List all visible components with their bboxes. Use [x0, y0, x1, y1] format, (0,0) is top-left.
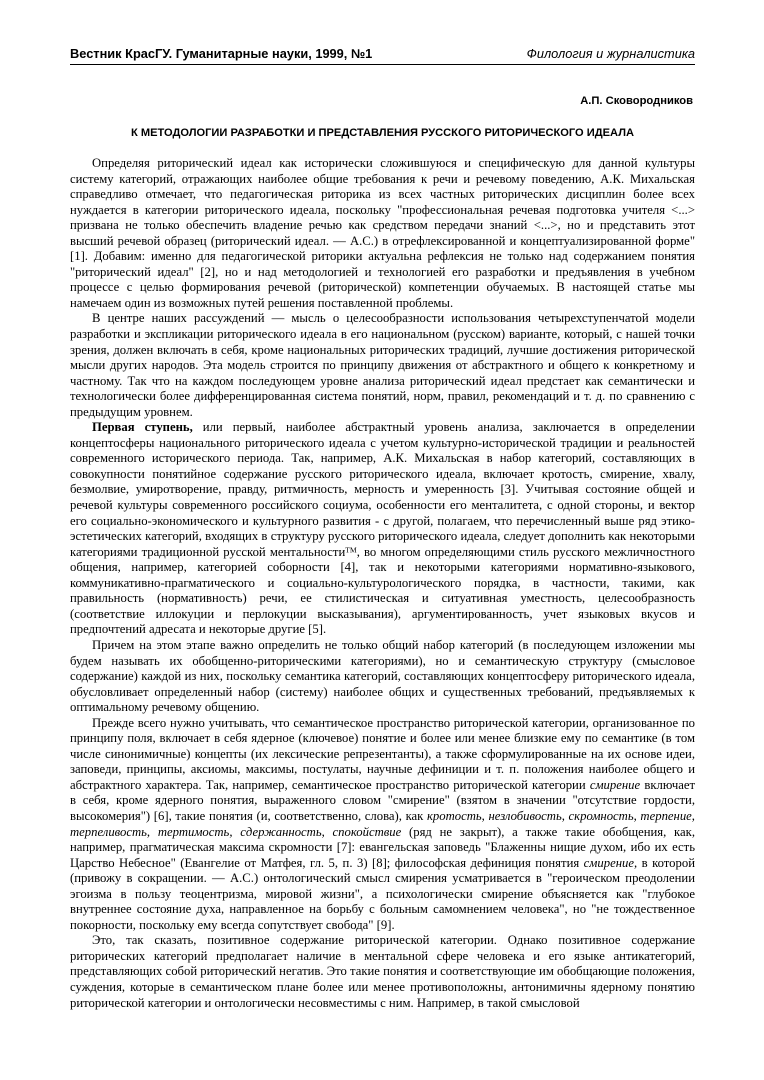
- header-rule: [70, 64, 695, 65]
- author-name: А.П. Сковородников: [580, 95, 693, 107]
- paragraph: Это, так сказать, позитивное содержание риторической категории. Однако позитивное содержание риторических категорий предполагает наличие в ментальной сфере человека и его языке антикатегорий, представляющих собой риторический негатив. Это такие понятия и соответствующие им обобщающие положения, суждения, которые в семантическом плане более или менее противоположны, антонимичны ядерному понятию риторической категории и онтологически несовместимы с ним. Например, в такой смысловой: [70, 933, 696, 1010]
- paragraph: Прежде всего нужно учитывать, что семантическое пространство риторической категории, организованное по принципу поля, включает в себя ядерное (ключевое) понятие и более или менее близкие ему по семантике (в том числе синонимичные) концепты (их лексические репрезентанты), а также сформулированные на их основе идеи, заповеди, принципы, аксиомы, максимы, постулаты, научные дефиниции и т. п. положения наиболее общего и абстрактного характера. Так, например, семантическое пространство риторической категории смирение включает в себя, кроме ядерного понятия, выраженного словом "смирение" (взятом в значении "отсутствие гордости, высокомерия") [6], такие понятия (и, соответственно, слова), как кротость, незлобивость, скромность, терпение, терпеливость, тертимость, сдержанность, спокойствие (ряд не закрыт), а также такие обобщения, как, например, прагматическая максима скромности [7]: евангельская заповедь "Блаженны нищие духом, ибо их есть Царство Небесное" (Евангелие от Матфея, гл. 5, п. 3) [8]; философская дефиниция понятия смирение, в которой (привожу в сокращении. — А.С.) онтологический смысл смирения усматривается в "героическом преодолении эгоизма в пользу теоцентризма, мировой жизни", а психологически смирение объясняется как "глубокое внутреннее состояние духа, направленное на борьбу с больным самомнением человека", но "не тождественное покорности, поскольку ему всегда сопутствует свобода" [9].: [70, 715, 696, 932]
- paragraph: Первая ступень, или первый, наиболее абстрактный уровень анализа, заключается в определении концептосферы национального риторического идеала с учетом культурно-исторической традиции и реальностей современного исторического периода. Так, например, А.К. Михальская в набор категорий, составляющих в совокупности понятийное содержание русского риторического идеала, включает кротость, смирение, хвалу, безмолвие, умиротворение, правду, ритмичность, мерность и умеренность [3]. Учитывая состояние общей и речевой культуры современного российского социума, особенности его менталитета, с одной стороны, и вектор его социально-экономического и культурного развития - с другой, полагаем, что перечисленный выше ряд этико-эстетических категорий, входящих в структуру русского риторического идеала, следует дополнить как некоторыми категориями традиционной русской ментальностиᵀᴹ, во многом определяющими стиль русского межличностного общения, например, категорией соборности [4], так и некоторыми категориями нормативно-языкового, коммуникативно-прагматического и социально-культурологического порядка, в частности, такими, как правильность (нормативность) речи, ее стилистическая и ситуативная уместность, целесообразность (соответствие иллокуции и перлокуции высказывания), аргументированность, учет языковых вкусов и предпочтений адресата и некоторые другие [5].: [70, 420, 695, 637]
- journal-title: Вестник КрасГУ. Гуманитарные науки, 1999, №1: [70, 46, 373, 61]
- emphasis: кротость, незлобивость, скромность, терпение, терпеливость, тертимость, сдержанность, спокойствие: [70, 808, 695, 839]
- lead-phrase: Первая ступень,: [92, 420, 193, 435]
- paragraph: В центре наших рассуждений — мысль о целесообразности использования четырехступенчатой модели разработки и экспликации риторического идеала в его национальном (русском) варианте, который, с нашей точки зрения, должен включать в себя, кроме национальных риторических традиций, лучшие достижения риторической мысли других народов. Эта модель строится по принципу движения от абстрактного и общего к конкретному и частному. Так что на каждом последующем уровне анализа риторический идеал предстает как семантически и технологически более дифференцированная система понятий, норм, правил, рекомендаций и т. д. по сравнению с предыдущим уровнем.: [70, 311, 695, 419]
- article-title: К МЕТОДОЛОГИИ РАЗРАБОТКИ И ПРЕДСТАВЛЕНИЯ РУССКОГО РИТОРИЧЕСКОГО ИДЕАЛА: [131, 127, 634, 139]
- paragraph: Причем на этом этапе важно определить не только общий набор категорий (в последующем изложении мы будем называть их обобщенно-риторическими категориями), но и семантическую структуру (смысловое содержание) каждой из них, поскольку семантика категорий, составляющих концептосферу риторического идеала, обусловливает определенный набор (систему) наиболее общих и существенных требований, предъявляемых к оптимальному речевому общению.: [70, 637, 695, 715]
- section-name: Филология и журналистика: [526, 46, 695, 61]
- paragraph: Определяя риторический идеал как исторически сложившуюся и специфическую для данной культуры систему категорий, отражающих наиболее общие требования к речи и речевому поведению, А.К. Михальская справедливо отмечает, что педагогическая риторика из всех частных риторических дисциплин более всех нуждается в категории риторического идеала, поскольку "профессиональная речевая подготовка учителя <...> призвана не только обеспечить владение речью как средством передачи знаний <...>, но и представить этот высший речевой образец (риторический идеал. — А.С.) в отрефлексированной и концептуализированной форме" [1]. Добавим: именно для педагогической риторики актуальна рефлексия не только над содержанием понятия "риторический идеал" [2], но и над методологией и технологией его разработки и предъявления в учебном процессе с целью формирования речевой (риторической) компетенции обучаемых. В настоящей статье мы намечаем один из возможных путей решения поставленной проблемы.: [70, 156, 695, 310]
- emphasis: смирение: [589, 777, 641, 792]
- emphasis: смирение,: [583, 855, 638, 870]
- article-body: [70, 156, 695, 1011]
